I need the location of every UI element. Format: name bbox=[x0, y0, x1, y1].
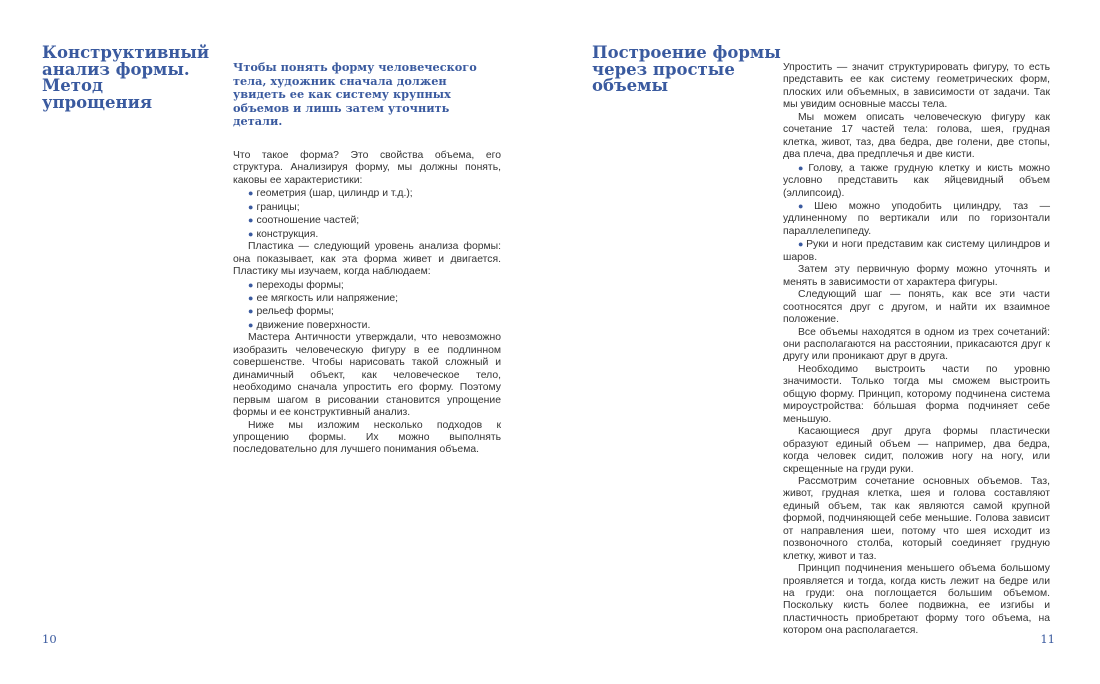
body-paragraph: Рассмотрим сочетание основных объемов. Таз, живот, грудная клетка, шея и голова составляют единый объем, так как являются самой крупной формой, подчиняющей себе меньшие. Голова зависит от направления шеи, потому что шея исходит из позвоночного столба, который соединяет грудную клетку, живот и таз. bbox=[783, 475, 1050, 562]
bullet-icon: ● bbox=[248, 292, 254, 303]
right-body-text bbox=[783, 62, 1050, 638]
body-paragraph: Касающиеся друг друга формы пластически образуют единый объем — например, два бедра, когда человек сидит, положив ногу на ногу, или скрещенные на груди руки. bbox=[783, 426, 1050, 475]
left-page-heading: Конструктивный анализ формы. Метод упрощения bbox=[42, 43, 210, 112]
left-body-text bbox=[233, 150, 501, 457]
bullet-icon: ● bbox=[248, 319, 254, 330]
plastic-list bbox=[233, 279, 501, 333]
bullet-icon: ● bbox=[798, 162, 807, 173]
body-paragraph: Затем эту первичную форму можно уточнять и менять в зависимости от характера фигуры. bbox=[783, 264, 1050, 288]
list-item: ● рельеф формы; bbox=[248, 306, 334, 318]
bullet-icon: ● bbox=[248, 279, 254, 290]
right-page-heading: Построение формы через простые объемы bbox=[592, 43, 781, 95]
list-item: ● переходы формы; bbox=[248, 279, 344, 291]
list-item: ● геометрия (шар, цилиндр и т.д.); bbox=[248, 188, 413, 200]
bullet-icon: ● bbox=[798, 239, 805, 250]
list-item: ● движение поверхности. bbox=[248, 319, 371, 331]
body-paragraph: Упростить — значит структурировать фигуру, то есть представить ее как систему геометрических форм, плоских или объемных, в зависимости от задачи. Так мы увидим основные массы тела. bbox=[783, 62, 1050, 111]
right-page bbox=[550, 0, 1100, 684]
bullet-paragraph: ● Руки и ноги представим как систему цилиндров и шаров. bbox=[783, 239, 1050, 263]
list-item: ● ее мягкость или напряжение; bbox=[248, 292, 399, 304]
bullet-icon: ● bbox=[248, 228, 254, 239]
bullet-icon: ● bbox=[798, 200, 813, 211]
bullet-icon: ● bbox=[248, 306, 254, 317]
body-paragraph: Мы можем описать человеческую фигуру как сочетание 17 частей тела: голова, шея, грудная клетка, живот, таз, два бедра, две голени, две стопы, два плеча, два предплечья и две кисти. bbox=[783, 111, 1050, 161]
form-characteristics-list bbox=[233, 187, 501, 241]
approaches-paragraph: Ниже мы изложим несколько подходов к упрощению формы. Их можно выполнять последовательно для лучшего понимания объема. bbox=[233, 419, 501, 456]
list-item: ● границы; bbox=[248, 201, 300, 213]
plastic-paragraph: Пластика — следующий уровень анализа формы: она показывает, как эта форма живет и двигается. Пластику мы изучаем, когда наблюдаем: bbox=[233, 241, 501, 278]
page-number: 10 bbox=[42, 632, 57, 646]
body-paragraph: Следующий шаг — понять, как все эти части соотносятся друг с другом, и найти их взаимное положение. bbox=[783, 289, 1050, 326]
bullet-paragraph: ● Голову, а также грудную клетку и кисть можно условно представить как яйцевидный объем (эллипсоид). bbox=[783, 162, 1051, 199]
list-item: ● конструкция. bbox=[248, 228, 319, 240]
list-item: ● соотношение частей; bbox=[248, 215, 360, 227]
page-number: 11 bbox=[1040, 632, 1055, 646]
intro-paragraph: Что такое форма? Это свойства объема, его структура. Анализируя форму, мы должны понять, каковы ее характеристики: bbox=[233, 150, 501, 186]
bullet-icon: ● bbox=[248, 188, 254, 199]
bullet-icon: ● bbox=[248, 201, 254, 212]
bullet-paragraph: ● Шею можно уподобить цилиндру, таз — удлиненному по вертикали или по горизонтали параллелепипеду. bbox=[783, 200, 1050, 237]
bullet-icon: ● bbox=[248, 215, 254, 226]
body-paragraph: Необходимо выстроить части по уровню значимости. Только тогда мы сможем выстроить общую форму. Принцип, которому подчинена система мироустройства: бóльшая форма подчиняет себе меньшую. bbox=[783, 363, 1050, 425]
body-paragraph: Принцип подчинения меньшего объема большому проявляется и тогда, когда кисть лежит на бедре или на груди: она поглощается большим объемом. Поскольку кисть более подвижна, ее изгибы и пластичность приобретают форму того объема, на котором она располагается. bbox=[783, 563, 1050, 637]
lead-paragraph: Чтобы понять форму человеческого тела, художник сначала должен увидеть ее как систему крупных объемов и лишь затем уточнить детали. bbox=[233, 60, 477, 129]
body-paragraph: Все объемы находятся в одном из трех сочетаний: они располагаются на расстоянии, прикасаются друг к другу или проникают друг в друга. bbox=[783, 326, 1050, 363]
masters-paragraph: Мастера Античности утверждали, что невозможно изобразить человеческую фигуру в ее подлинном совершенстве. Чтобы нарисовать такой сложный и динамичный объект, как человеческое тело, необходимо сначала упростить его форму. Поэтому первым шагом в рисовании становится упрощение формы и ее конструктивный анализ. bbox=[233, 332, 501, 419]
